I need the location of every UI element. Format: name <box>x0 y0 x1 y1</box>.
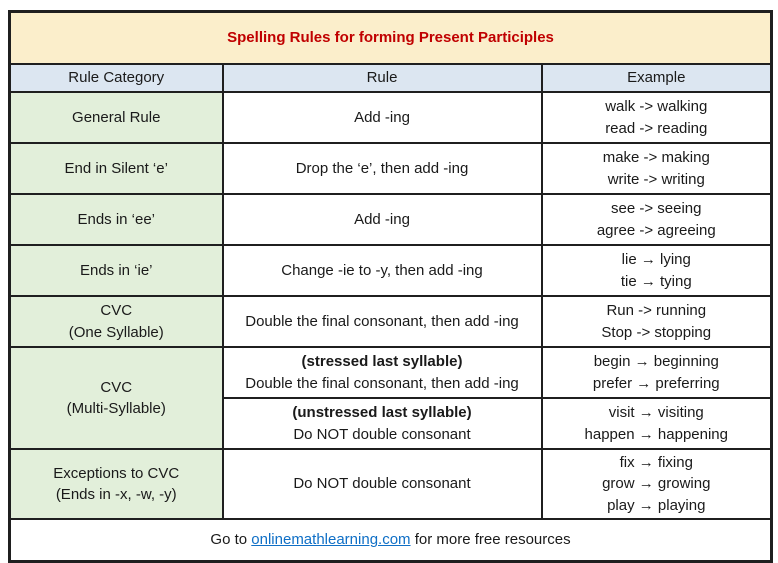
example-line: see -> seeing <box>611 200 702 218</box>
example-cell <box>542 143 772 194</box>
example-line: make -> making <box>602 149 710 167</box>
category-line: General Rule <box>72 108 161 126</box>
footer-row <box>10 519 772 562</box>
category-line: CVC <box>100 302 133 320</box>
example-line: write -> writing <box>607 170 705 188</box>
header-row <box>10 64 772 92</box>
example-cell <box>542 194 772 245</box>
example-line: agree -> agreeing <box>596 221 716 239</box>
category-cell <box>10 449 223 519</box>
onlinemathlearning-link[interactable]: onlinemathlearning.com <box>251 531 411 549</box>
example-cell <box>542 92 772 143</box>
category-cell-merged <box>10 347 223 449</box>
table-row <box>10 347 772 398</box>
example-line: happen → happening <box>584 425 728 443</box>
example-line: walk -> walking <box>605 98 708 116</box>
example-line: Run -> running <box>606 302 707 320</box>
category-line: (One Syllable) <box>68 323 164 341</box>
spelling-rules-table-container <box>8 10 773 563</box>
table-row <box>10 194 772 245</box>
example-cell <box>542 449 772 519</box>
example-line: Stop -> stopping <box>601 323 712 341</box>
category-cell <box>10 296 223 347</box>
example-line: visit → visiting <box>608 404 704 422</box>
rule-line: Double the final consonant, then add -ing <box>245 312 519 330</box>
rule-cell <box>223 143 542 194</box>
example-line: play → playing <box>607 496 706 514</box>
rule-line: Double the final consonant, then add -ing <box>245 374 519 392</box>
rule-cell <box>223 296 542 347</box>
table-row <box>10 449 772 519</box>
rule-line: Change -ie to -y, then add -ing <box>281 261 483 279</box>
table-row <box>10 92 772 143</box>
category-line: Ends in ‘ie’ <box>79 261 153 279</box>
category-cell <box>10 143 223 194</box>
table-row <box>10 296 772 347</box>
title-row <box>10 12 772 65</box>
rule-line: Add -ing <box>354 210 410 228</box>
rule-cell <box>223 449 542 519</box>
header-rule-category: Rule Category <box>10 64 223 92</box>
footer-text-suffix: for more free resources <box>410 531 571 549</box>
category-line: (Multi-Syllable) <box>66 400 166 417</box>
example-line: begin → beginning <box>593 353 719 371</box>
rule-cell <box>223 347 542 398</box>
example-cell <box>542 245 772 296</box>
category-cell <box>10 194 223 245</box>
example-line: grow → growing <box>602 475 711 493</box>
rule-line: Add -ing <box>354 108 410 126</box>
category-cell <box>10 245 223 296</box>
example-cell <box>542 398 772 449</box>
example-line: tie → tying <box>620 272 692 290</box>
category-line: CVC <box>100 378 133 396</box>
table-row <box>10 245 772 296</box>
example-line: prefer → preferring <box>592 374 720 392</box>
example-line: read -> reading <box>605 119 708 137</box>
category-line: Exceptions to CVC <box>53 464 180 482</box>
page-title: Spelling Rules for forming Present Participles <box>10 12 772 65</box>
rule-line: Do NOT double consonant <box>293 475 471 493</box>
category-line: End in Silent ‘e’ <box>64 159 168 177</box>
rule-cell <box>223 194 542 245</box>
rule-cell <box>223 92 542 143</box>
footer-cell <box>10 519 772 562</box>
table-row <box>10 143 772 194</box>
category-line: Ends in ‘ee’ <box>77 210 156 228</box>
category-cell <box>10 92 223 143</box>
example-line: lie → lying <box>621 251 691 269</box>
rule-condition-line: (unstressed last syllable) <box>292 404 472 422</box>
example-cell <box>542 347 772 398</box>
header-rule: Rule <box>223 64 542 92</box>
example-cell <box>542 296 772 347</box>
category-line: (Ends in -x, -w, -y) <box>55 486 177 503</box>
spelling-rules-table <box>8 10 773 563</box>
header-example: Example <box>542 64 772 92</box>
rule-cell <box>223 398 542 449</box>
rule-line: Drop the ‘e’, then add -ing <box>295 159 469 177</box>
rule-cell <box>223 245 542 296</box>
rule-condition-line: (stressed last syllable) <box>301 353 463 371</box>
footer-text-prefix: Go to <box>210 531 252 549</box>
rule-line: Do NOT double consonant <box>293 425 471 443</box>
example-line: fix → fixing <box>619 454 693 472</box>
